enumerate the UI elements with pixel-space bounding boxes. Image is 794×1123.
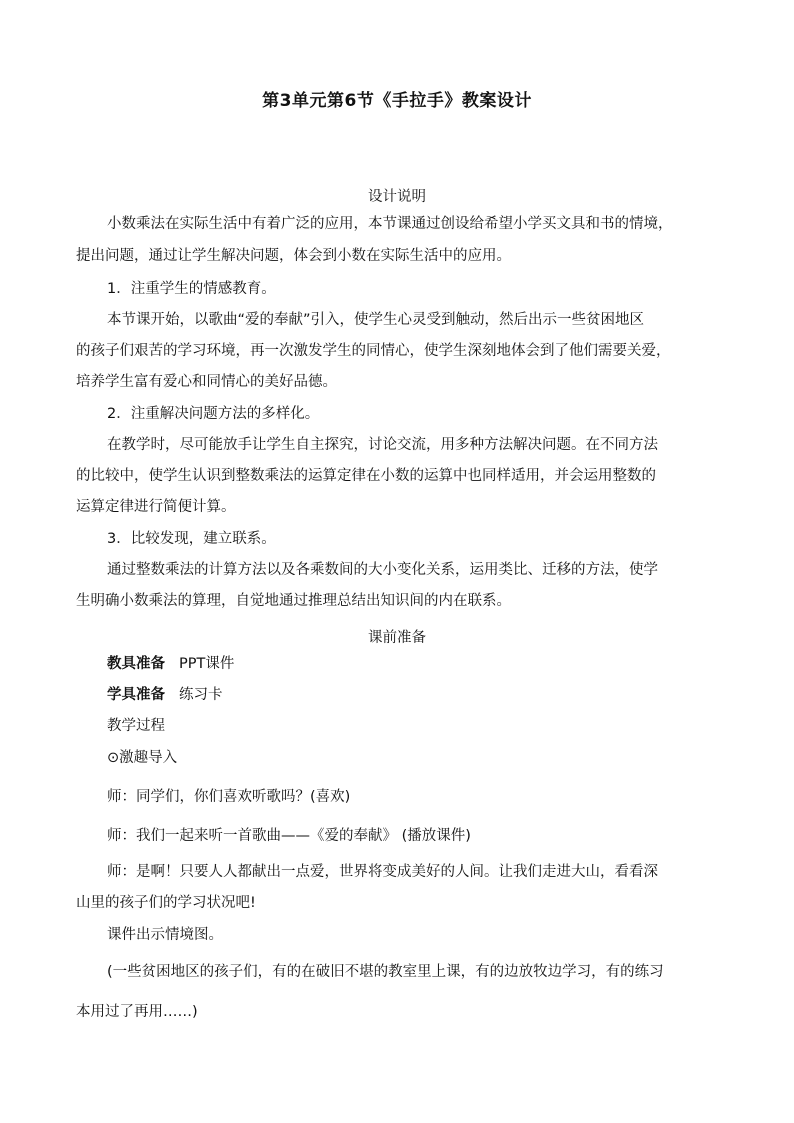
scene-description-line-2: 本用过了再用……) [76, 1004, 198, 1020]
scene-description-line-1: (一些贫困地区的孩子们，有的在破旧不堪的教室里上课，有的边放牧边学习，有的练习 [107, 964, 664, 980]
section-intro-title: ⊙激趣导入 [107, 750, 178, 766]
teacher-materials [107, 651, 720, 678]
teacher-materials-label: 教具准备 [107, 656, 165, 672]
point-2-line-1: 在教学时，尽可能放手让学生自主探究，讨论交流，用多种方法解决问题。在不同方法 [107, 437, 658, 453]
courseware-note: 课件出示情境图。 [107, 927, 223, 943]
dialogue-line-3b: 山里的孩子们的学习状况吧! [76, 895, 256, 911]
point-3-line-1: 通过整数乘法的计算方法以及各乘数间的大小变化关系，运用类比、迁移的方法，使学 [107, 562, 658, 578]
intro-paragraph-line-1: 小数乘法在实际生活中有着广泛的应用，本节课通过创设给希望小学买文具和书的情境， [107, 216, 673, 232]
point-1-line-3: 培养学生富有爱心和同情心的美好品德。 [76, 374, 337, 390]
point-2-line-2: 的比较中，使学生认识到整数乘法的运算定律在小数的运算中也同样适用，并会运用整数的 [76, 468, 656, 484]
point-2-line-3: 运算定律进行简便计算。 [76, 499, 236, 515]
point-1-line-2: 的孩子们艰苦的学习环境，再一次激发学生的同情心，使学生深刻地体会到了他们需要关爱， [76, 343, 671, 359]
student-materials [107, 682, 720, 709]
point-1-line-1: 本节课开始，以歌曲“爱的奉献”引入，使学生心灵受到触动，然后出示一些贫困地区 [107, 312, 645, 328]
point-2-title: 2．注重解决问题方法的多样化。 [107, 406, 320, 422]
dialogue-line-2: 师：我们一起来听一首歌曲——《爱的奉献》 (播放课件) [107, 828, 471, 844]
process-heading: 教学过程 [107, 718, 165, 734]
point-1-title: 1．注重学生的情感教育。 [107, 281, 276, 297]
student-materials-value: 练习卡 [179, 687, 223, 703]
teacher-materials-value: PPT课件 [179, 656, 235, 672]
design-note-heading: 设计说明 [368, 189, 426, 205]
prep-heading: 课前准备 [368, 630, 426, 646]
point-3-line-2: 生明确小数乘法的算理，自觉地通过推理总结出知识间的内在联系。 [76, 593, 511, 609]
dialogue-line-3a: 师：是啊！只要人人都献出一点爱，世界将变成美好的人间。让我们走进大山，看看深 [107, 864, 658, 880]
intro-paragraph-line-2: 提出问题，通过让学生解决问题，体会到小数在实际生活中的应用。 [76, 248, 511, 264]
student-materials-label: 学具准备 [107, 687, 165, 703]
point-3-title: 3．比较发现，建立联系。 [107, 531, 276, 547]
document-title: 第3单元第6节《手拉手》教案设计 [262, 91, 532, 111]
dialogue-line-1: 师：同学们，你们喜欢听歌吗？(喜欢) [107, 789, 351, 805]
